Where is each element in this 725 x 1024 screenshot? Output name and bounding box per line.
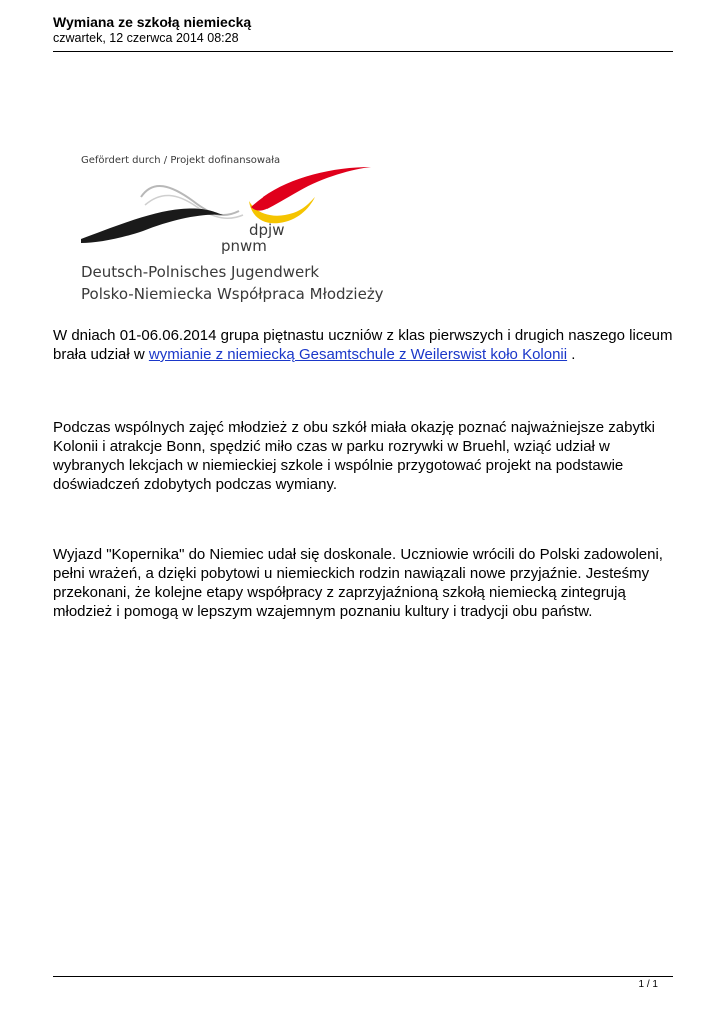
page-number: 1 / 1 bbox=[638, 979, 658, 990]
paragraph-3: Wyjazd "Kopernika" do Niemiec udał się doskonale. Uczniowie wrócili do Polski zadowoleni, pełni wrażeń, a dzięki pobytowi u niemieckich rodzin nawiązali nowe przyjaźnie. Jesteśmy przekonani, że kolejne etapy współpracy z zaprzyjaźnioną szkołą niemiecką zintegrują młodzież i pomogą w lepszym wzajemnym poznaniu kultury i tradycji obu państw. bbox=[53, 546, 663, 620]
paragraph-1-end: . bbox=[567, 346, 576, 363]
dpjw-logo bbox=[53, 127, 398, 317]
article-date: czwartek, 12 czerwca 2014 08:28 bbox=[53, 31, 239, 45]
logo-funded-by: Gefördert durch / Projekt dofinansowała bbox=[81, 155, 281, 166]
logo-abbr-pl: pnwm bbox=[221, 237, 267, 255]
ribbon-black-icon bbox=[81, 208, 223, 243]
exchange-link[interactable]: wymianie z niemiecką Gesamtschule z Weilerswist koło Kolonii bbox=[148, 346, 568, 363]
article-title: Wymiana ze szkołą niemiecką bbox=[53, 14, 252, 30]
paragraph-1-text: W dniach 01-06.06.2014 grupa piętnastu uczniów z klas pierwszych i drugich naszego liceum brała udział w bbox=[53, 327, 673, 363]
paragraph-1 bbox=[53, 326, 678, 364]
logo-name-pl: Polsko-Niemiecka Współpraca Młodzieży bbox=[81, 285, 384, 303]
logo-abbr-de: dpjw bbox=[249, 221, 285, 239]
paragraph-2: Podczas wspólnych zajęć młodzież z obu szkół miała okazję poznać najważniejsze zabytki Kolonii i atrakcje Bonn, spędzić miło czas w parku rozrywki w Bruehl, wziąć udział w wybranych lekcjach w niemieckiej szkole i wspólnie przygotować projekt na podstawie doświadczeń zdobytych podczas wymiany. bbox=[53, 419, 655, 493]
footer-divider bbox=[53, 976, 673, 977]
header-divider bbox=[53, 51, 673, 52]
logo-name-de: Deutsch-Polnisches Jugendwerk bbox=[81, 263, 320, 281]
page-header bbox=[53, 14, 673, 46]
